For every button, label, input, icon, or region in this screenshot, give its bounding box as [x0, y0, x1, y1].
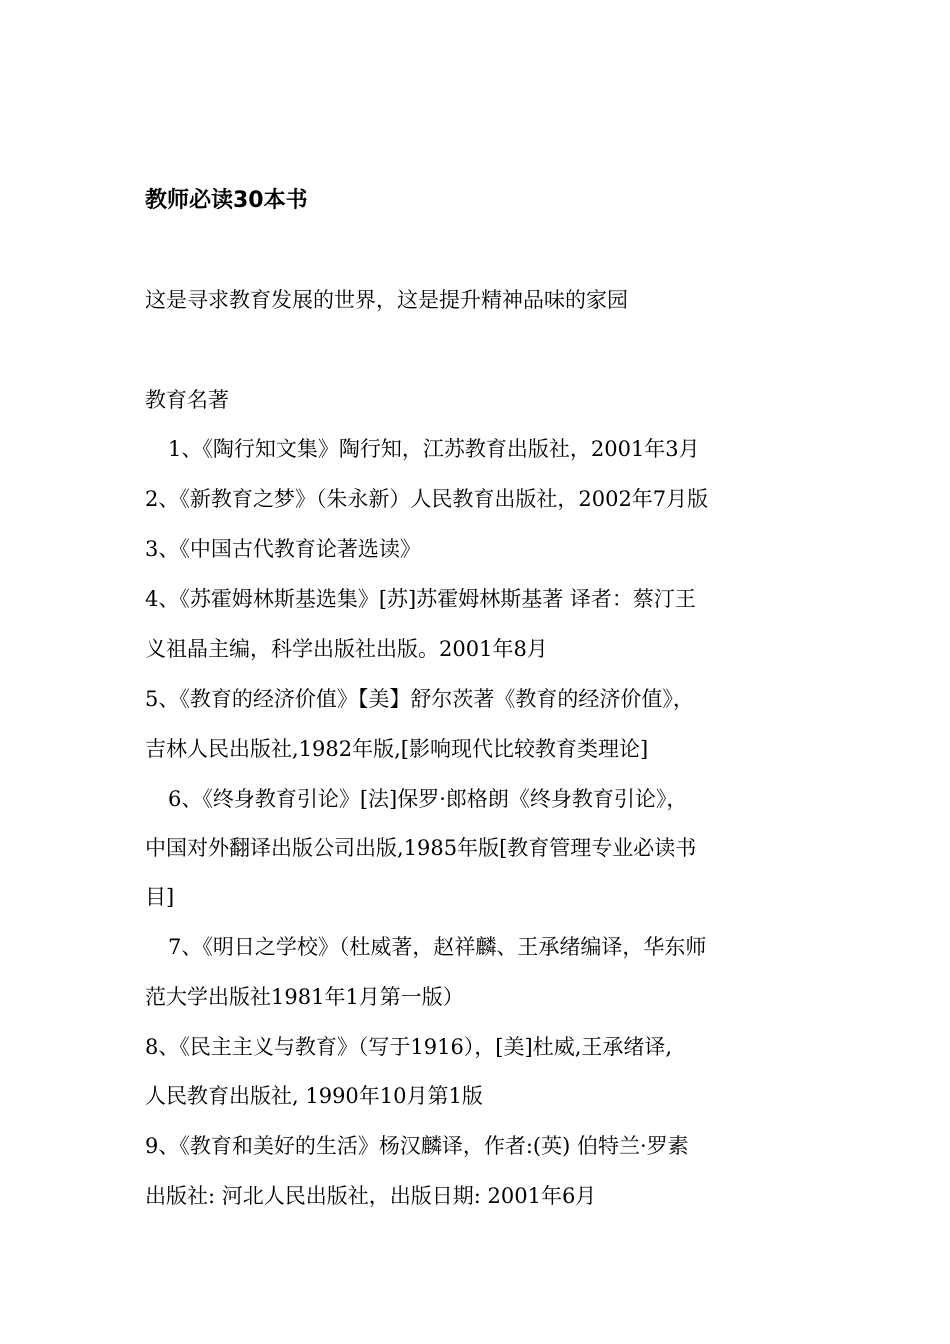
tagline: 这是寻求教育发展的世界，这是提升精神品味的家园 — [145, 288, 628, 312]
list-item-continuation: 中国对外翻译出版公司出版,1985年版[教育管理专业必读书 — [145, 836, 697, 860]
list-item-continuation: 人民教育出版社, 1990年10月第1版 — [145, 1084, 483, 1108]
list-item: 8、《民主主义与教育》（写于1916），[美]杜威,王承绪译, — [145, 1035, 673, 1059]
list-item: 1、《陶行知文集》陶行知，江苏教育出版社，2001年3月 — [168, 437, 700, 461]
list-item: 5、《教育的经济价值》【美】舒尔茨著《教育的经济价值》， — [145, 687, 694, 711]
list-item: 6、《终身教育引论》[法]保罗·郎格朗《终身教育引论》， — [168, 787, 688, 811]
list-item-continuation: 出版社: 河北人民出版社，出版日期: 2001年6月 — [145, 1184, 597, 1208]
document-title: 教师必读30本书 — [145, 188, 308, 213]
list-item: 9、《教育和美好的生活》杨汉麟译，作者:(英) 伯特兰·罗素 — [145, 1134, 689, 1158]
list-item-continuation: 吉林人民出版社,1982年版,[影响现代比较教育类理论] — [145, 737, 649, 761]
list-item: 3、《中国古代教育论著选读》 — [145, 537, 421, 561]
list-item: 7、《明日之学校》（杜威著，赵祥麟、王承绪编译，华东师 — [168, 935, 707, 959]
list-item-continuation: 义祖晶主编，科学出版社出版。2001年8月 — [145, 637, 548, 661]
list-item-continuation: 目] — [145, 885, 175, 909]
list-item-continuation: 范大学出版社1981年1月第一版） — [145, 985, 464, 1009]
section-heading: 教育名著 — [145, 388, 229, 412]
list-item: 2、《新教育之梦》（朱永新）人民教育出版社，2002年7月版 — [145, 487, 709, 511]
list-item: 4、《苏霍姆林斯基选集》[苏]苏霍姆林斯基著 译者：蔡汀王 — [145, 587, 696, 611]
